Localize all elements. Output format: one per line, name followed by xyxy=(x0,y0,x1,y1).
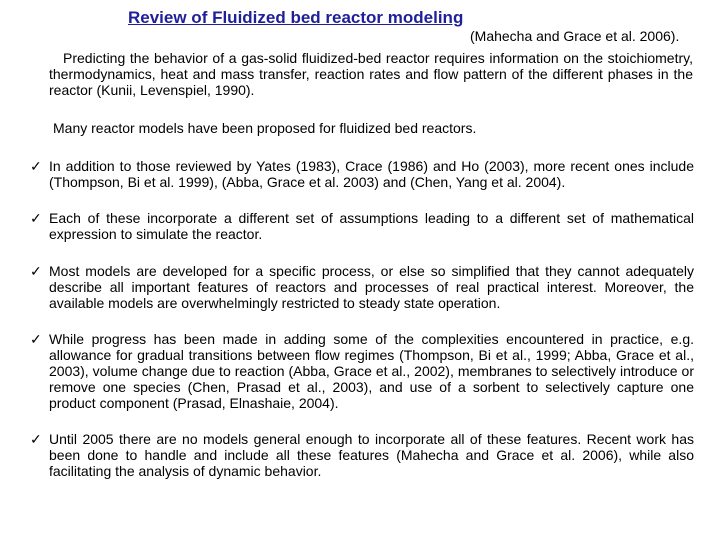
bullet-item xyxy=(30,331,694,411)
checkmark-icon: ✓ xyxy=(30,158,42,174)
bullet-list xyxy=(30,158,694,479)
bullet-item xyxy=(30,210,694,242)
bullet-item xyxy=(30,431,694,479)
bullet-text: Most models are developed for a specific process, or else so simplified that they cannot adequately describe all important features of reactors and processes of real practical interest. Moreover, the available models are overwhelmingly restricted to steady state operation. xyxy=(49,263,694,311)
bullet-text: While progress has been made in adding some of the complexities encountered in practice, e.g. allowance for gradual transitions between flow regimes (Thompson, Bi et al., 1999; Abba, Grace et al., 2003), volume change due to reaction (Abba, Grace et al., 2002), membranes to selectively introduce or remove one species (Chen, Prasad et al., 2003), and use of a sorbent to selectively capture one product component (Prasad, Elnashaie, 2004). xyxy=(49,331,694,411)
bullet-item xyxy=(30,158,694,190)
summary-sentence: Many reactor models have been proposed for fluidized bed reactors. xyxy=(53,120,477,136)
intro-paragraph: Predicting the behavior of a gas-solid fluidized-bed reactor requires information on the stoichiometry, thermodynamics, heat and mass transfer, reaction rates and flow pattern of the different phases in the reactor (Kunii, Levenspiel, 1990). xyxy=(49,50,693,98)
slide-title: Review of Fluidized bed reactor modeling xyxy=(128,8,464,27)
checkmark-icon: ✓ xyxy=(30,263,42,279)
title-citation: (Mahecha and Grace et al. 2006). xyxy=(470,28,680,44)
bullet-text: Each of these incorporate a different set of assumptions leading to a different set of mathematical expression to simulate the reactor. xyxy=(49,210,694,242)
checkmark-icon: ✓ xyxy=(30,431,42,447)
bullet-item xyxy=(30,263,694,311)
checkmark-icon: ✓ xyxy=(30,210,42,226)
bullet-text: Until 2005 there are no models general enough to incorporate all of these features. Recent work has been done to handle and include all these features (Mahecha and Grace et al. 2006), while also facilitating the analysis of dynamic behavior. xyxy=(49,431,694,479)
checkmark-icon: ✓ xyxy=(30,331,42,347)
bullet-text: In addition to those reviewed by Yates (1983), Crace (1986) and Ho (2003), more recent ones include (Thompson, Bi et al. 1999), (Abba, Grace et al. 2003) and (Chen, Yang et al. 2004). xyxy=(49,158,694,190)
